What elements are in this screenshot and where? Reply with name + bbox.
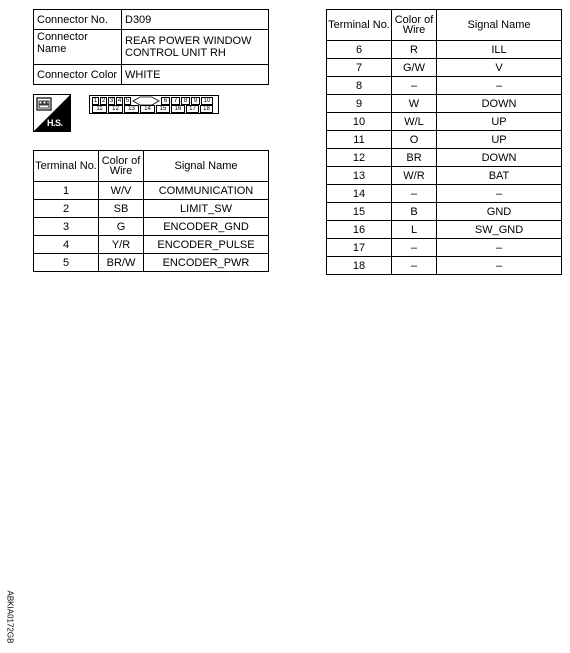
table-row [327,185,562,203]
wire-color: W/L [392,113,437,131]
wire-color-header-line1: Color of [101,155,141,167]
wire-color-header-line2: Wire [109,165,133,177]
signal-name-header: Signal Name [437,10,562,41]
pin-15: 15 [156,105,170,113]
connector-color-row [34,65,269,85]
signal-name: V [437,59,562,77]
terminal-no: 5 [34,254,99,272]
terminal-no: 12 [327,149,392,167]
terminal-no: 2 [34,200,99,218]
pin-2: 2 [101,98,106,104]
wire-color: Y/R [99,236,144,254]
table-row [327,113,562,131]
table-row [327,59,562,77]
pin-10: 10 [201,97,213,105]
pin-6: 6 [161,97,170,105]
pin-3: 3 [109,98,114,104]
connector-color-label: Connector Color [34,65,122,85]
table-row [327,41,562,59]
pin-7: 7 [171,97,180,105]
connector-name-line1: REAR POWER WINDOW [125,35,252,47]
table-row [327,131,562,149]
wire-color-header-line1: Color of [394,14,434,26]
pin-16: 16 [171,105,185,113]
signal-name: GND [437,203,562,221]
terminal-no: 14 [327,185,392,203]
document-id: ABKIA0172GB [5,590,15,644]
terminal-no: 9 [327,95,392,113]
table-row [34,254,269,272]
wire-color: O [392,131,437,149]
terminal-no: 11 [327,131,392,149]
connector-color-value: WHITE [122,65,269,85]
connector-name-value [122,30,269,65]
pin-18: 18 [200,105,213,113]
signal-name: UP [437,131,562,149]
pin-14: 14 [140,105,155,113]
terminal-no: 3 [34,218,99,236]
table-row [327,239,562,257]
signal-name: – [437,257,562,275]
table-row [327,77,562,95]
wire-color: W/V [99,182,144,200]
table-row [327,257,562,275]
terminal-no: 4 [34,236,99,254]
table-row [34,218,269,236]
wire-color: L [392,221,437,239]
signal-name: ENCODER_PULSE [144,236,269,254]
table-row [34,182,269,200]
signal-name: – [437,77,562,95]
connector-info-table [33,9,269,85]
terminal-table-header [34,151,269,182]
wire-color: R [392,41,437,59]
terminal-no: 7 [327,59,392,77]
wire-color: W/R [392,167,437,185]
signal-name: BAT [437,167,562,185]
wire-color: B [392,203,437,221]
terminal-no: 18 [327,257,392,275]
wire-color: W [392,95,437,113]
pin-13: 13 [124,105,139,113]
connector-number-label: Connector No. [34,10,122,30]
table-row [327,167,562,185]
harness-side-badge [33,94,71,132]
signal-name: ENCODER_GND [144,218,269,236]
table-row [34,236,269,254]
pin-12: 12 [108,105,123,113]
table-row [327,149,562,167]
wire-color-header [99,151,144,182]
connector-number-value: D309 [122,10,269,30]
terminal-table-right [326,9,562,275]
pin-4: 4 [117,98,122,104]
terminal-no: 10 [327,113,392,131]
wire-color: G/W [392,59,437,77]
signal-name: SW_GND [437,221,562,239]
connector-pin-diagram [89,95,219,114]
signal-name: – [437,185,562,203]
wire-color-header [392,10,437,41]
terminal-no: 1 [34,182,99,200]
wire-color: – [392,77,437,95]
signal-name: DOWN [437,95,562,113]
signal-name: DOWN [437,149,562,167]
pin-1: 1 [93,98,98,104]
signal-name: COMMUNICATION [144,182,269,200]
terminal-no: 15 [327,203,392,221]
pin-17: 17 [186,105,199,113]
terminal-no: 8 [327,77,392,95]
table-row [327,95,562,113]
signal-name: LIMIT_SW [144,200,269,218]
signal-name: ENCODER_PWR [144,254,269,272]
connector-name-label: Connector Name [34,30,122,65]
wire-color: – [392,239,437,257]
signal-name-header: Signal Name [144,151,269,182]
signal-name: UP [437,113,562,131]
connector-number-row [34,10,269,30]
signal-name: ILL [437,41,562,59]
harness-side-label: H.S. [47,118,63,128]
pin-5: 5 [125,98,130,104]
terminal-no: 16 [327,221,392,239]
wire-color-header-line2: Wire [402,24,426,36]
wire-color: – [392,185,437,203]
pin-8: 8 [181,97,190,105]
connector-name-line2: CONTROL UNIT RH [125,47,226,59]
terminal-no-header: Terminal No. [34,151,99,182]
terminal-no: 6 [327,41,392,59]
terminal-table-left [33,150,269,272]
wire-color: G [99,218,144,236]
table-row [327,203,562,221]
wire-color: – [392,257,437,275]
terminal-no: 13 [327,167,392,185]
connector-name-row [34,30,269,65]
terminal-no: 17 [327,239,392,257]
wire-color: SB [99,200,144,218]
pin-11: 11 [92,105,107,113]
terminal-no-header: Terminal No. [327,10,392,41]
pin-9: 9 [191,97,200,105]
wire-color: BR/W [99,254,144,272]
table-row [34,200,269,218]
terminal-table-header [327,10,562,41]
signal-name: – [437,239,562,257]
wire-color: BR [392,149,437,167]
table-row [327,221,562,239]
